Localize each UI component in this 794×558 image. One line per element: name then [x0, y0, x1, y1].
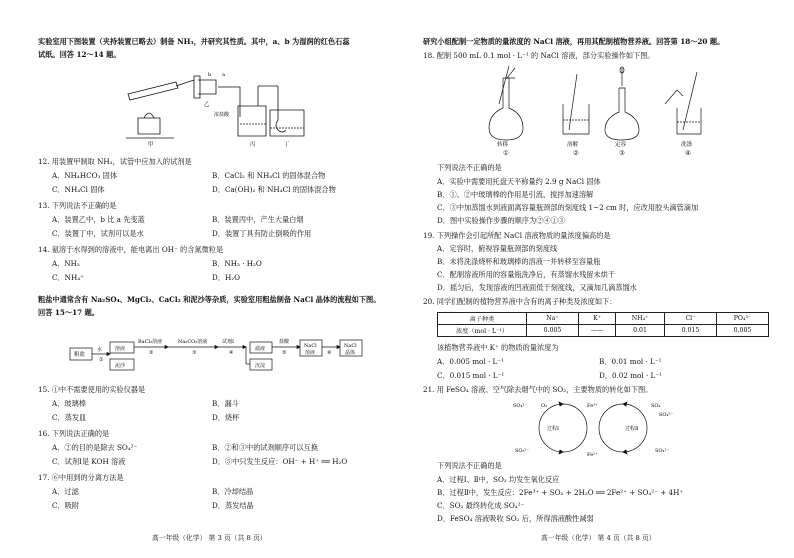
flow-step3: ③ — [192, 350, 197, 356]
intro-ammonia: 实验室用下图装置（夹持装置已略去）制备 NH₃，并研究其性质。其中，a、b 为湿润的红色石蕊 — [38, 37, 350, 46]
q20-lead: 该植物营养液中 K⁺ 的物质的量浓度为 — [437, 343, 559, 352]
q16-option-d[interactable]: D．⑤中只发生反应：OH⁻ + H⁺ ══ H₂O — [212, 457, 348, 466]
cycle-process-2: 过程Ⅱ — [625, 426, 639, 432]
cycle-so4-bottom: SO₄²⁻ — [655, 448, 670, 454]
q15-option-b[interactable]: B．漏斗 — [212, 399, 239, 408]
q21-stem: 21. 用 FeSO₄ 溶液、空气除去烟气中的 SO₂，主要物质的转化如下图。 — [423, 385, 653, 394]
q19-option-a[interactable]: A．定容时，俯视容量瓶颈部的刻度线 — [437, 244, 558, 253]
q20-option-d[interactable]: D．0.02 mol · L⁻¹ — [599, 371, 662, 380]
label-ding: 丁 — [284, 142, 290, 148]
label-jia: 甲 — [148, 142, 154, 148]
q18-stem: 18. 配制 500 mL 0.1 mol · L⁻¹ 的 NaCl 溶液，部分实验操作如下图。 — [423, 51, 655, 60]
q21-option-a[interactable]: A．过程Ⅰ、Ⅱ中，SO₂ 均发生氧化反应 — [437, 475, 560, 484]
q19-stem: 19. 下列操作会引起所配 NaCl 溶液物质的量浓度偏高的是 — [423, 231, 611, 240]
ion-nh4: NH₄⁺ — [616, 313, 665, 325]
q15-option-d[interactable]: D．烧杯 — [212, 413, 240, 422]
ammonia-apparatus-diagram — [118, 66, 318, 148]
q19-option-c[interactable]: C．配制溶液所用的容量瓶洗净后，有蒸馏水残留未烘干 — [437, 270, 616, 279]
label-bing: 丙 — [250, 142, 256, 148]
q17-option-a[interactable]: A．过滤 — [52, 487, 79, 496]
step-transfer: 转移 — [497, 142, 509, 148]
table-header-conc: 浓度（mol · L⁻¹） — [438, 325, 527, 337]
q13-option-b[interactable]: B．装置丙中，产生大量白烟 — [212, 215, 304, 224]
conc-nh4: 0.01 — [616, 325, 665, 337]
q15-option-a[interactable]: A．玻璃棒 — [52, 399, 86, 408]
flow-step5: ⑤ — [282, 350, 287, 356]
q13-option-d[interactable]: D．装置丁具有防止倒吸的作用 — [212, 229, 312, 238]
flow-water: 水 — [97, 347, 103, 353]
right-page — [415, 0, 775, 558]
flow-step1: ① — [99, 357, 104, 363]
q18-option-c[interactable]: C．③中加蒸馏水到液面离容量瓶颈部的刻度线 1~2 cm 时，应改用胶头滴管滴加 — [437, 203, 699, 212]
q17-option-b[interactable]: B．冷却结晶 — [212, 487, 254, 496]
footer-page-4: 高一年级（化学） 第 4 页（共 8 页） — [541, 534, 656, 542]
flow-nacl-crystal-1: NaCl — [344, 343, 357, 349]
step-fix-volume: 定容 — [615, 142, 627, 148]
q13-stem: 13. 下列说法不正确的是 — [38, 201, 117, 210]
flow-step6: ⑥ — [327, 350, 332, 356]
intro-solution: 研究小组配制一定物质的量浓度的 NaCl 溶液，再用其配制植物营养液。回答第 18～20 题。 — [423, 37, 725, 46]
flow-na2co3: Na₂CO₃溶液 — [178, 339, 208, 345]
step-num-1: ① — [503, 149, 509, 157]
step-wash: 洗涤 — [681, 142, 693, 148]
ion-k: K⁺ — [579, 313, 616, 325]
q13-option-a[interactable]: A．装置乙中，b 比 a 先变蓝 — [52, 215, 145, 224]
step-num-4: ④ — [685, 149, 691, 157]
flow-reagent1: 试剂Ⅰ — [222, 339, 234, 345]
q12-option-c[interactable]: C．NH₄Cl 固体 — [52, 185, 105, 194]
step-num-3: ③ — [619, 149, 625, 157]
intro-ammonia-2: 试纸。回答 12～14 题。 — [38, 50, 121, 59]
cycle-process-1: 过程Ⅰ — [547, 426, 559, 432]
flow-crude-salt: 粗盐 — [74, 352, 86, 358]
conc-na: 0.005 — [527, 325, 579, 337]
flow-step2: ② — [149, 350, 154, 356]
q19-option-d[interactable]: D．摇匀后，发现溶液的凹液面低于刻度线，又滴加几滴蒸馏水 — [437, 283, 637, 292]
q21-option-b[interactable]: B．过程Ⅱ中，发生反应：2Fe³⁺ + SO₂ + 2H₂O ══ 2Fe²⁺ + SO₄²⁻ + 4H⁺ — [437, 488, 684, 497]
q14-option-a[interactable]: A．NH₃ — [52, 259, 80, 268]
q12-option-a[interactable]: A．NH₄HCO₃ 固体 — [52, 171, 118, 180]
q16-option-a[interactable]: A．②的目的是除去 SO₄²⁻ — [52, 443, 138, 452]
q12-stem: 12. 用装置甲制取 NH₃，试管中应加入的试剂是 — [38, 157, 192, 166]
q16-option-b[interactable]: B．②和③中的试剂顺序可以互换 — [212, 443, 318, 452]
q21-lead: 下列说法不正确的是 — [437, 461, 502, 470]
q18-option-d[interactable]: D．图中实验操作步骤的顺序为②④①③ — [437, 216, 565, 225]
q16-stem: 16. 下列说法正确的是 — [38, 429, 110, 438]
q17-option-c[interactable]: C．吸附 — [52, 501, 80, 510]
label-yi: 乙 — [204, 102, 210, 108]
q13-option-c[interactable]: C．装置丁中，试剂可以是水 — [52, 229, 144, 238]
table-row — [438, 313, 769, 325]
q14-option-c[interactable]: C．NH₄⁺ — [52, 273, 84, 282]
q18-option-a[interactable]: A．实验中需要用托盘天平称量约 2.9 g NaCl 固体 — [437, 177, 601, 186]
salt-flow-diagram — [68, 326, 368, 380]
table-row — [438, 325, 769, 337]
ion-concentration-table — [437, 312, 769, 337]
q16-option-c[interactable]: C．试剂Ⅰ是 KOH 溶液 — [52, 457, 126, 466]
label-a: a — [222, 72, 225, 78]
flow-nacl-solution-1: NaCl — [304, 343, 317, 349]
cycle-so4-right: SO₄²⁻ — [659, 412, 674, 418]
ion-cl: Cl⁻ — [664, 313, 716, 325]
flow-nacl-solution-2: 溶液 — [305, 350, 316, 356]
q18-option-b[interactable]: B．①、②中玻璃棒的作用是引流、搅拌加速溶解 — [437, 190, 594, 199]
footer-page-3: 高一年级（化学） 第 3 页（共 8 页） — [152, 534, 267, 542]
label-b: b — [208, 72, 212, 78]
q17-stem: 17. ⑥中用到的分离方法是 — [38, 473, 124, 482]
q20-stem: 20. 同学们配制的植物营养液中含有的离子种类及浓度如下： — [423, 297, 617, 306]
q14-option-b[interactable]: B．NH₃ · H₂O — [212, 259, 262, 268]
q20-option-b[interactable]: B．0.01 mol · L⁻¹ — [599, 357, 662, 366]
q17-option-d[interactable]: D．蒸发结晶 — [212, 501, 254, 510]
step-dissolve: 溶解 — [567, 142, 579, 148]
ion-na: Na⁺ — [527, 313, 579, 325]
q21-option-c[interactable]: C．SO₂ 最终转化成 SO₄²⁻ — [437, 501, 525, 510]
flow-precipitate: 沉淀 — [255, 363, 266, 369]
q20-option-c[interactable]: C．0.015 mol · L⁻¹ — [437, 371, 505, 380]
intro-salt: 粗盐中通常含有 Na₂SO₄、MgCl₂、CaCl₂ 和泥沙等杂质，实验室用粗盐制备 NaCl 晶体的流程如下图。 — [38, 295, 381, 304]
flow-bacl2: BaCl₂溶液 — [138, 339, 163, 345]
intro-salt-2: 回答 15～17 题。 — [38, 308, 99, 317]
cycle-o2: O₂ — [541, 403, 548, 409]
label-conc-hcl: 浓盐酸 — [214, 112, 230, 118]
flow-solution: 溶液 — [115, 346, 126, 352]
step-num-2: ② — [573, 149, 579, 157]
q12-option-b[interactable]: B．CaCl₂ 和 NH₄Cl 的固体混合物 — [212, 171, 326, 180]
ion-po4: PO₄³⁻ — [716, 313, 768, 325]
left-page — [30, 0, 390, 558]
q20-option-a[interactable]: A．0.005 mol · L⁻¹ — [437, 357, 504, 366]
flow-sand: 泥沙 — [115, 363, 126, 369]
conc-po4: 0.005 — [716, 325, 768, 337]
solution-operation-diagram — [485, 64, 715, 150]
q18-lead: 下列说法不正确的是 — [437, 163, 502, 172]
cycle-fe2: Fe²⁺ — [587, 452, 598, 458]
flow-nacl-crystal-2: 晶体 — [345, 350, 356, 356]
q15-option-c[interactable]: C．蒸发皿 — [52, 413, 87, 422]
fe-cycle-diagram — [505, 398, 685, 458]
cycle-so4-left: SO₄²⁻ — [513, 403, 528, 409]
q21-option-d[interactable]: D．FeSO₄ 溶液吸收 SO₂ 后，所得溶液酸性减弱 — [437, 514, 594, 523]
cycle-fe3: Fe³⁺ — [587, 403, 598, 409]
flow-step4: ④ — [229, 350, 234, 356]
flow-hcl: 盐酸 — [279, 339, 290, 345]
table-header-ion: 离子种类 — [438, 313, 527, 325]
q19-option-b[interactable]: B．未将洗涤烧杯和玻璃棒的溶液一并转移至容量瓶 — [437, 257, 601, 266]
conc-cl: 0.015 — [664, 325, 716, 337]
flow-filtrate: 滤液 — [255, 346, 266, 352]
conc-k: —— — [579, 325, 616, 337]
q14-stem: 14. 氨溶于水得到的溶液中，能电离出 OH⁻ 的含氮微粒是 — [38, 245, 224, 254]
cycle-so3: SO₃²⁻ — [515, 448, 530, 454]
q14-option-d[interactable]: D．H₂O — [212, 273, 240, 282]
q15-stem: 15. ①中不需要使用的实验仪器是 — [38, 385, 146, 394]
q12-option-d[interactable]: D．Ca(OH)₂ 和 NH₄Cl 的固体混合物 — [212, 185, 336, 194]
cycle-so2: SO₂ — [651, 403, 661, 409]
